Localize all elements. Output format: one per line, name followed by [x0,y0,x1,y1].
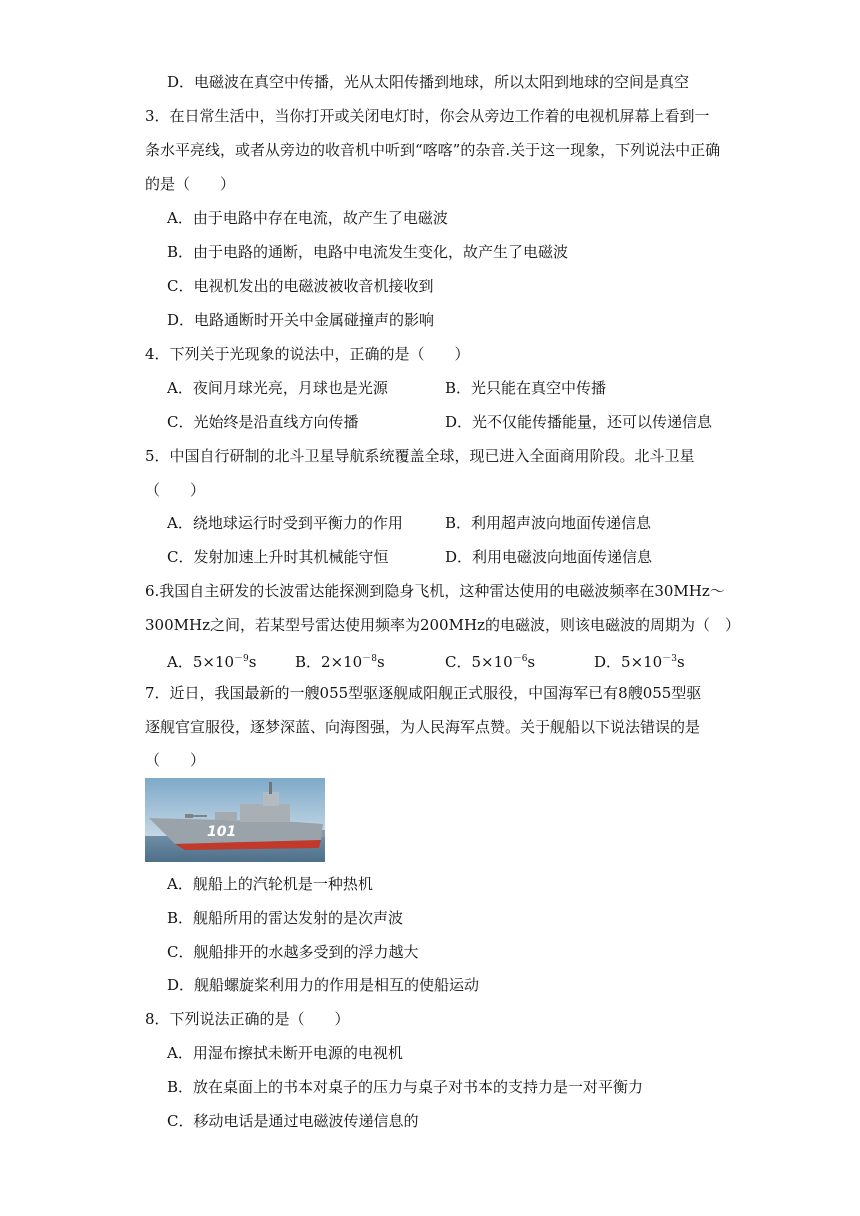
q7-option-b: B．舰船所用的雷达发射的是次声波 [167,909,404,927]
q4-option-c: C．光始终是沿直线方向传播 [167,413,359,431]
q4-option-d: D．光不仅能传播能量，还可以传递信息 [445,413,713,431]
q3-stem-line3: 的是（ ） [145,175,236,193]
q4-stem: 4．下列关于光现象的说法中，正确的是（ ） [145,345,470,363]
q2-option-d: D．电磁波在真空中传播，光从太阳传播到地球，所以太阳到地球的空间是真空 [167,73,690,91]
q4-option-a: A．夜间月球光亮，月球也是光源 [167,379,388,397]
q7-option-c: C．舰船排开的水越多受到的浮力越大 [167,943,419,961]
q8-stem: 8．下列说法正确的是（ ） [145,1010,350,1028]
q6-option-c-exponent: －6 [512,654,528,664]
q6-option-a [167,649,256,672]
q6-option-b-base: B．2×10 [295,653,363,671]
q6-stem-line2: 300MHz之间，若某型号雷达使用频率为200MHz的电磁波，则该电磁波的周期为（ ） [145,616,740,634]
q3-stem-line1: 3．在日常生活中，当你打开或关闭电灯时，你会从旁边工作着的电视机屏幕上看到一 [145,107,710,125]
q6-option-a-unit: s [248,653,257,671]
q3-option-b: B．由于电路的通断，电路中电流发生变化，故产生了电磁波 [167,243,569,261]
q6-option-c [445,649,535,672]
q5-stem-line1: 5．中国自行研制的北斗卫星导航系统覆盖全球，现已进入全面商用阶段。北斗卫星 [145,447,695,465]
q6-option-c-unit: s [527,653,536,671]
q6-option-d-base: D．5×10 [594,653,663,671]
q6-option-d-exponent: －3 [662,654,677,664]
q7-stem-line1: 7．近日，我国最新的一艘055型驱逐舰咸阳舰正式服役，中国海军已有8艘055型驱 [145,684,702,702]
q6-option-d-unit: s [676,653,685,671]
q7-option-a: A．舰船上的汽轮机是一种热机 [167,875,373,893]
q6-option-a-base: A．5×10 [167,653,235,671]
q6-option-a-exponent: －9 [234,654,249,664]
q5-option-d: D．利用电磁波向地面传递信息 [445,548,653,566]
q8-option-a: A．用湿布擦拭未断开电源的电视机 [167,1044,403,1062]
q3-option-d: D．电路通断时开关中金属碰撞声的影响 [167,311,435,329]
q3-option-a: A．由于电路中存在电流，故产生了电磁波 [167,209,448,227]
q8-option-b: B．放在桌面上的书本对桌子的压力与桌子对书本的支持力是一对平衡力 [167,1078,644,1096]
q7-stem-line3: （ ） [145,751,206,769]
q3-stem-line2: 条水平亮线，或者从旁边的收音机中听到“喀喀”的杂音.关于这一现象，下列说法中正确 [145,141,721,159]
q6-option-b [295,649,385,672]
q8-option-c: C．移动电话是通过电磁波传递信息的 [167,1112,419,1130]
q3-option-c: C．电视机发出的电磁波被收音机接收到 [167,277,434,295]
q6-stem-line1: 6.我国自主研发的长波雷达能探测到隐身飞机，这种雷达使用的电磁波频率在30MHz～ [145,582,725,600]
q5-stem-line2: （ ） [145,481,206,499]
destroyer-photo [145,778,325,862]
q5-option-c: C．发射加速上升时其机械能守恒 [167,548,389,566]
q5-option-a: A．绕地球运行时受到平衡力的作用 [167,514,403,532]
q4-option-b: B．光只能在真空中传播 [445,379,607,397]
q6-option-b-exponent: －8 [362,654,377,664]
q7-option-d: D．舰船螺旋桨利用力的作用是相互的使船运动 [167,976,480,994]
q6-option-d [594,649,685,672]
q6-option-c-base: C．5×10 [445,653,513,671]
q5-option-b: B．利用超声波向地面传递信息 [445,514,652,532]
q7-stem-line2: 逐舰官宣服役，逐梦深蓝、向海图强，为人民海军点赞。关于舰船以下说法错误的是 [145,718,701,736]
hull-number-label: 101 [207,824,237,840]
q6-option-b-unit: s [376,653,385,671]
